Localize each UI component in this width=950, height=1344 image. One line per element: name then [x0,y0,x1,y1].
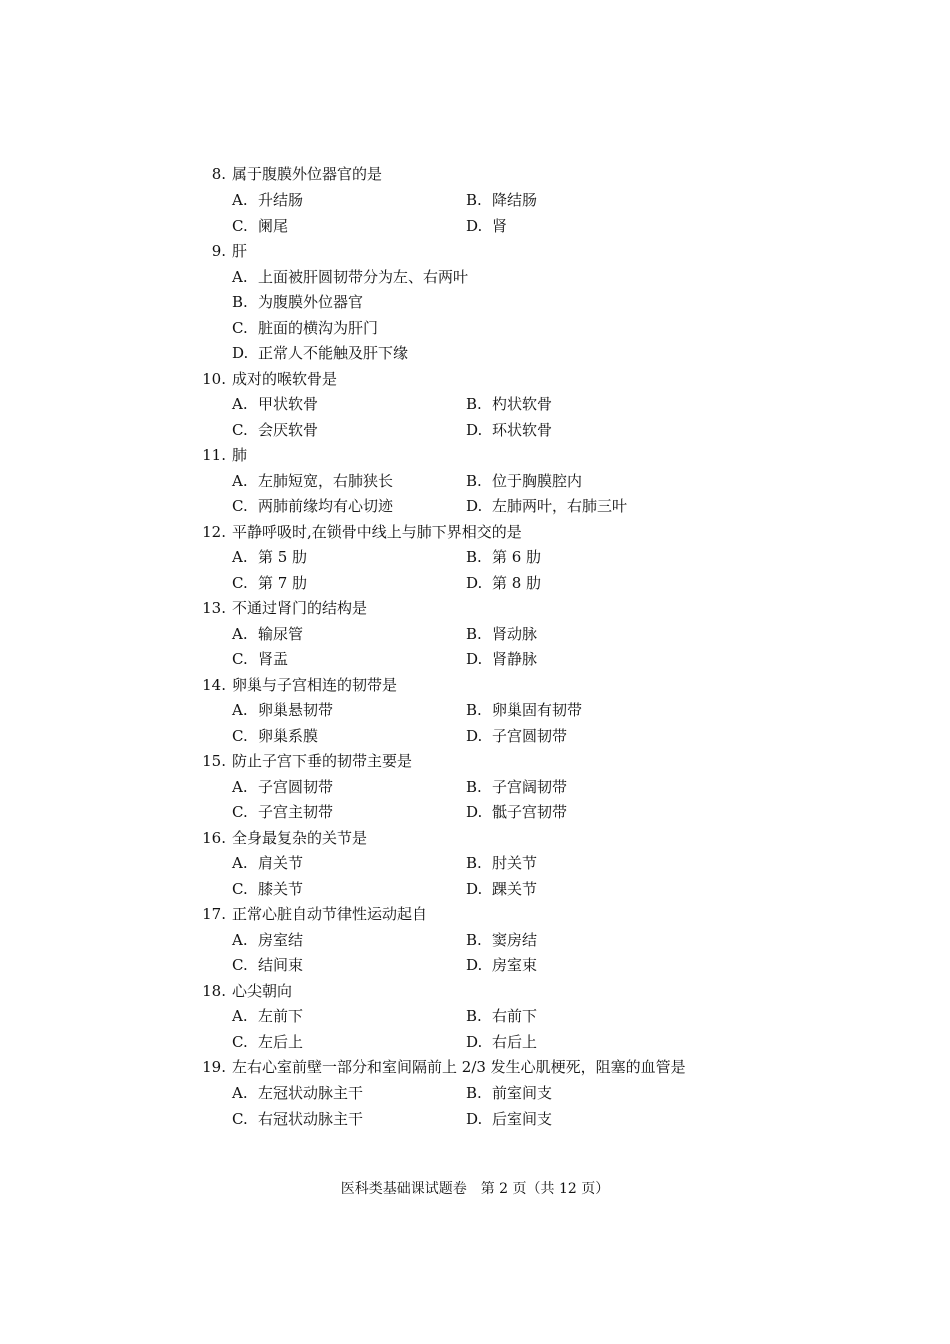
option [232,1082,363,1104]
question-stem [0,240,247,262]
option-text: 肘关节 [492,854,538,872]
question-stem [0,750,412,772]
question-stem [0,1056,686,1078]
option-label: B. [466,1007,482,1025]
question-number: 12. [202,523,226,541]
option-label: A. [232,625,248,643]
question-text: 心尖朝向 [232,982,293,1000]
option-label: A. [232,395,248,413]
option [232,1108,363,1130]
question-text: 平静呼吸时,在锁骨中线上与肺下界相交的是 [232,523,522,541]
option [466,470,582,492]
option-label: B. [466,854,482,872]
option-text: 结间束 [258,956,304,974]
option-text: 左肺两叶，右肺三叶 [492,497,628,515]
option-label: C. [232,319,248,337]
question-text: 肺 [232,446,248,464]
question-stem [0,597,367,619]
option-text: 会厌软骨 [258,421,319,439]
option-label: C. [232,574,248,592]
question-text: 成对的喉软骨是 [232,370,338,388]
question-number: 9. [211,242,226,260]
option-label: B. [466,701,482,719]
option-label: B. [466,778,482,796]
option [466,648,537,670]
option-label: A. [232,548,248,566]
question-number: 14. [202,676,226,694]
option [466,623,537,645]
option-label: A. [232,1084,248,1102]
option [232,954,303,976]
option [232,623,303,645]
question-number: 19. [202,1058,226,1076]
option-label: B. [466,1084,482,1102]
option [232,776,333,798]
question-stem [0,163,382,185]
option-label: B. [466,548,482,566]
option-label: B. [466,625,482,643]
option-label: B. [466,472,482,490]
option-text: 膝关节 [258,880,304,898]
option-label: D. [466,880,483,898]
option-label: A. [232,191,248,209]
option [232,1031,303,1053]
option-text: 输尿管 [258,625,304,643]
option [232,929,303,951]
option [466,1031,537,1053]
option [232,546,307,568]
option [466,495,627,517]
question-text: 不通过肾门的结构是 [232,599,368,617]
option-label: C. [232,803,248,821]
question-text: 全身最复杂的关节是 [232,829,368,847]
option-text: 第 7 肋 [258,574,308,592]
question-number: 16. [202,829,226,847]
option [466,1108,552,1130]
option-text: 阑尾 [258,217,289,235]
option-label: A. [232,854,248,872]
page-footer: 医科类基础课试题卷 第 2 页（共 12 页） [340,1181,610,1197]
question-number: 17. [202,905,226,923]
question-stem [0,980,292,1002]
option-label: D. [466,1033,483,1051]
option-text: 左前下 [258,1007,304,1025]
option-text: 房室结 [258,931,304,949]
option-label: D. [466,650,483,668]
option-label: C. [232,956,248,974]
option-label: C. [232,421,248,439]
question-stem [0,521,522,543]
option-label: B. [232,293,248,311]
option-text: 甲状软骨 [258,395,319,413]
option-label: A. [232,778,248,796]
option-text: 子宫阔韧带 [492,778,568,796]
option [466,572,541,594]
option [466,801,567,823]
option [232,317,378,339]
option-label: C. [232,650,248,668]
option-text: 房室束 [492,956,538,974]
option [466,954,537,976]
option [466,878,537,900]
option-text: 前室间支 [492,1084,553,1102]
option-text: 降结肠 [492,191,538,209]
option-text: 肩关节 [258,854,304,872]
option [466,189,537,211]
option-text: 子宫圆韧带 [492,727,568,745]
option-label: C. [232,727,248,745]
option-label: D. [466,421,483,439]
option-text: 第 6 肋 [492,548,542,566]
option-text: 卵巢固有韧带 [492,701,583,719]
option-label: B. [466,395,482,413]
option-label: A. [232,268,248,286]
option [232,878,303,900]
question-text: 左右心室前壁一部分和室间隔前上 2/3 发生心肌梗死，阻塞的血管是 [232,1058,686,1076]
option [232,801,333,823]
question-number: 8. [211,165,226,183]
question-stem [0,444,247,466]
option-label: D. [466,497,483,515]
option [466,1082,552,1104]
option-label: D. [466,803,483,821]
option-text: 位于胸膜腔内 [492,472,583,490]
question-text: 正常心脏自动节律性运动起自 [232,905,428,923]
question-text: 卵巢与子宫相连的韧带是 [232,676,398,694]
option [232,215,288,237]
option-text: 窦房结 [492,931,538,949]
option-label: C. [232,1110,248,1128]
option-text: 两肺前缘均有心切迹 [258,497,394,515]
option [466,929,537,951]
option-text: 肾静脉 [492,650,538,668]
option-text: 上面被肝圆韧带分为左、右两叶 [258,268,469,286]
option-label: D. [466,727,483,745]
option-text: 肾动脉 [492,625,538,643]
option [232,699,333,721]
question-stem [0,903,427,925]
option-label: D. [466,217,483,235]
option-text: 肾 [492,217,508,235]
option [232,266,468,288]
option-label: B. [466,191,482,209]
option-text: 正常人不能触及肝下缘 [258,344,409,362]
option [232,342,408,364]
option-text: 左后上 [258,1033,304,1051]
option-text: 子宫圆韧带 [258,778,334,796]
option [232,572,307,594]
option [232,419,318,441]
option-text: 后室间支 [492,1110,553,1128]
option-text: 右冠状动脉主干 [258,1110,364,1128]
option-text: 左肺短宽，右肺狭长 [258,472,394,490]
question-text: 防止子宫下垂的韧带主要是 [232,752,413,770]
option-text: 右前下 [492,1007,538,1025]
question-number: 11. [202,446,226,464]
question-text: 肝 [232,242,248,260]
option-text: 环状软骨 [492,421,553,439]
option [466,852,537,874]
question-number: 10. [202,370,226,388]
option-text: 第 5 肋 [258,548,308,566]
option-text: 脏面的横沟为肝门 [258,319,379,337]
option-label: D. [466,574,483,592]
option-label: A. [232,1007,248,1025]
option-text: 卵巢悬韧带 [258,701,334,719]
option [232,495,393,517]
option [466,215,507,237]
option-text: 杓状软骨 [492,395,553,413]
option [232,1005,303,1027]
option [466,393,552,415]
option-label: A. [232,701,248,719]
option-label: D. [466,1110,483,1128]
question-stem [0,827,367,849]
option [466,546,541,568]
option-label: C. [232,1033,248,1051]
question-stem [0,368,337,390]
option-text: 为腹膜外位器官 [258,293,364,311]
question-number: 15. [202,752,226,770]
option [466,725,567,747]
option-text: 右后上 [492,1033,538,1051]
option-text: 踝关节 [492,880,538,898]
option-label: D. [466,956,483,974]
option-label: D. [232,344,249,362]
option [466,776,567,798]
option-label: C. [232,217,248,235]
option [232,393,318,415]
option-text: 骶子宫韧带 [492,803,568,821]
question-number: 13. [202,599,226,617]
option-label: A. [232,472,248,490]
option [466,1005,537,1027]
option [232,852,303,874]
option-label: C. [232,880,248,898]
option-text: 子宫主韧带 [258,803,334,821]
option [232,470,393,492]
option-label: B. [466,931,482,949]
option [466,419,552,441]
option-text: 肾盂 [258,650,289,668]
option-text: 左冠状动脉主干 [258,1084,364,1102]
question-stem [0,674,397,696]
option [232,189,303,211]
option [232,648,288,670]
option-text: 卵巢系膜 [258,727,319,745]
option [466,699,582,721]
question-text: 属于腹膜外位器官的是 [232,165,383,183]
option-label: A. [232,931,248,949]
option [232,291,363,313]
question-number: 18. [202,982,226,1000]
option-text: 第 8 肋 [492,574,542,592]
option-label: C. [232,497,248,515]
option-text: 升结肠 [258,191,304,209]
option [232,725,318,747]
